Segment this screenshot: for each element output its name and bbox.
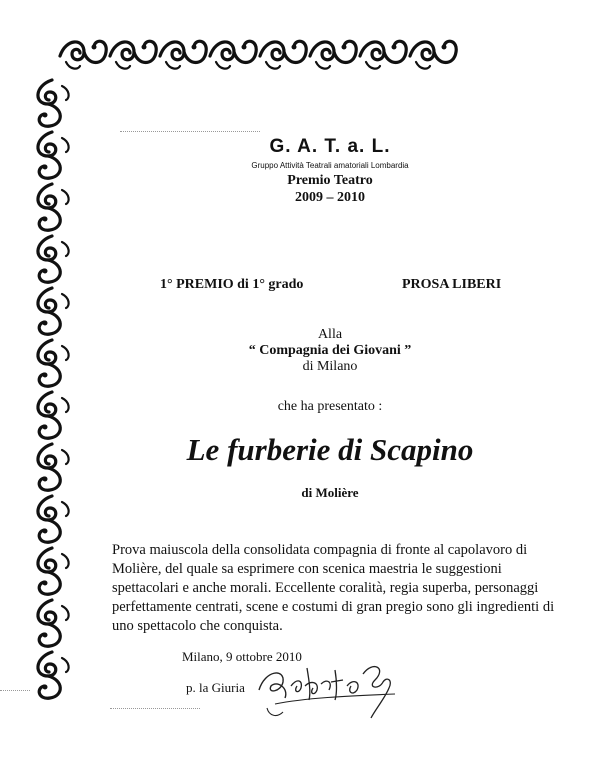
scan-dotted-line — [120, 131, 260, 133]
recipient-city: di Milano — [302, 359, 358, 374]
play-title: Le furberie di Scapino — [186, 432, 474, 467]
award-season: 2009 – 2010 — [295, 190, 365, 205]
award-title: Premio Teatro — [287, 173, 373, 188]
scan-dotted-line — [0, 690, 30, 692]
scan-dotted-line — [110, 708, 200, 710]
recipient-to-label: Alla — [317, 327, 343, 342]
recipient-company: “ Compagnia dei Giovani ” — [248, 343, 412, 358]
motivation-text: Prova maiuscola della consolidata compagnia di fronte al capolavoro di Molière, del quale sa esprimere con scenica maestria le suggestioni spettacolari e anche morali. Eccellente coralità, regia superba, personaggi perfettamente centrati, scene e costumi di gran pregio sono gli ingredienti di uno spettacolo che conquista. — [112, 542, 555, 634]
organization-full-name: Gruppo Attività Teatrali amatoriali Lombardia — [251, 161, 409, 170]
prize-category: PROSA LIBERI — [402, 277, 502, 292]
play-author: di Molière — [301, 485, 359, 500]
ornamental-border-top — [58, 30, 458, 72]
place-date: Milano, 9 ottobre 2010 — [182, 649, 302, 664]
handwritten-signature — [255, 650, 405, 720]
presented-label: che ha presentato : — [277, 399, 383, 414]
jury-label: p. la Giuria — [186, 680, 245, 695]
prize-rank: 1° PREMIO di 1° grado — [160, 277, 304, 292]
organization-abbreviation: G. A. T. a. L. — [269, 136, 391, 157]
